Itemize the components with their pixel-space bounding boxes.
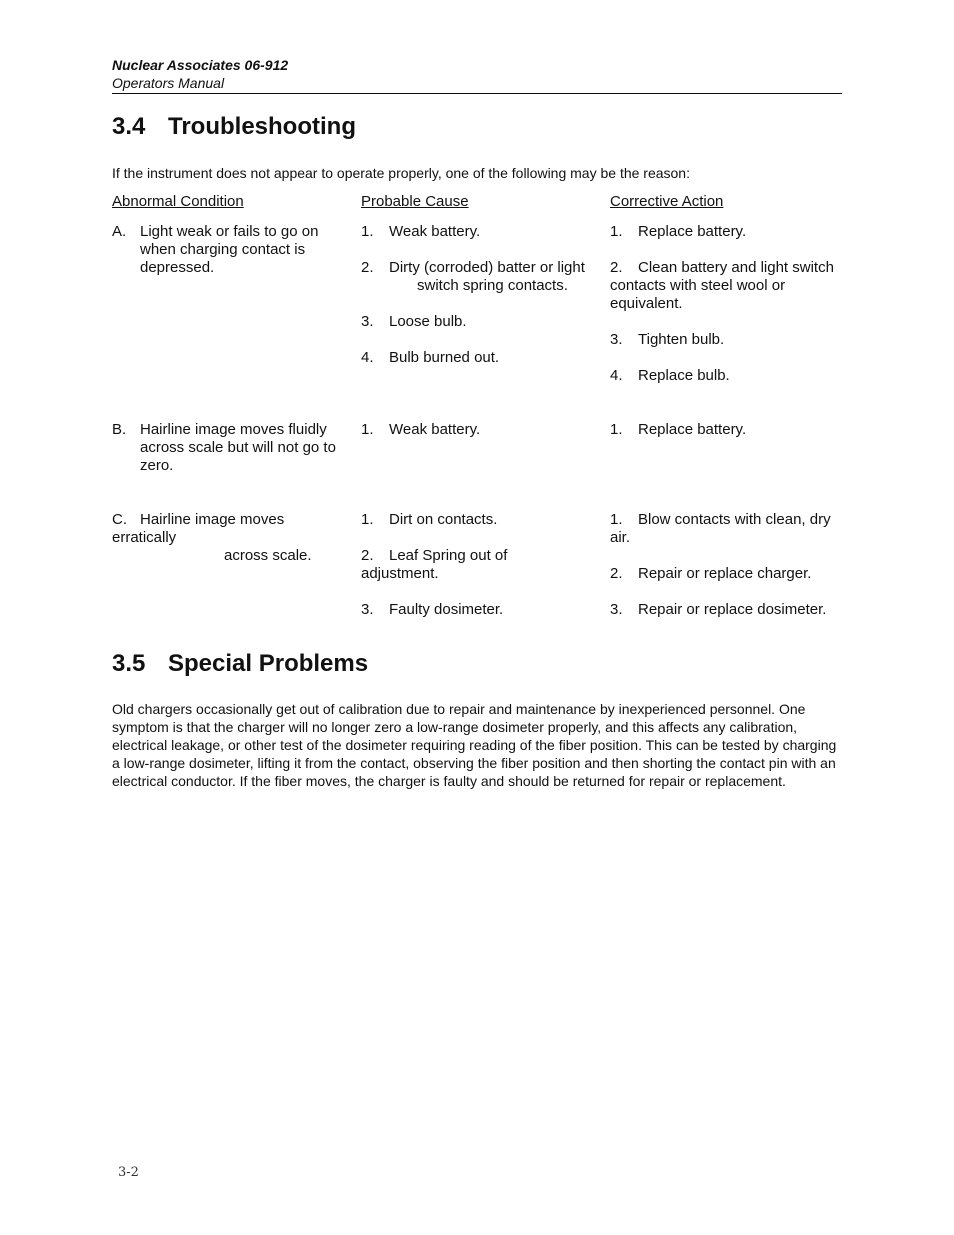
- item-number: 2.: [610, 565, 623, 582]
- item-text: Repair or replace dosimeter.: [638, 601, 827, 618]
- item-number: 4.: [610, 367, 623, 384]
- condition-text: Light weak or fails to go on when charging contact is depressed.: [140, 223, 319, 276]
- condition-text-continued: across scale.: [224, 547, 312, 564]
- item-text: Repair or replace charger.: [638, 565, 812, 582]
- item-number: 1.: [610, 421, 623, 438]
- condition-c: [112, 511, 352, 565]
- cause-b-1: [361, 421, 480, 439]
- item-text: Tighten bulb.: [638, 331, 725, 348]
- item-text-continued: contacts with steel wool or: [610, 277, 786, 294]
- item-number: 2.: [610, 259, 623, 276]
- cause-c-3: [361, 601, 503, 619]
- item-number: 3.: [610, 601, 623, 618]
- section-number: 3.4: [112, 113, 146, 140]
- manual-title: Operators Manual: [112, 75, 225, 91]
- item-number: 4.: [361, 349, 374, 366]
- item-text: Replace battery.: [638, 421, 747, 438]
- condition-letter: A.: [112, 223, 127, 240]
- column-header-cause: Probable Cause: [361, 193, 469, 210]
- action-a-2: [610, 259, 842, 313]
- item-number: 1.: [361, 421, 374, 438]
- column-header-action: Corrective Action: [610, 193, 724, 210]
- item-text-continued: adjustment.: [361, 565, 439, 582]
- item-text: Weak battery.: [389, 421, 481, 438]
- item-text: Faulty dosimeter.: [389, 601, 504, 618]
- action-b-1: [610, 421, 746, 439]
- section-title: Special Problems: [168, 650, 369, 677]
- section-title: Troubleshooting: [168, 113, 356, 140]
- cause-c-2: [361, 547, 507, 583]
- item-number: 3.: [361, 601, 374, 618]
- action-c-2: [610, 565, 811, 583]
- cause-c-1: [361, 511, 497, 529]
- item-text: Replace battery.: [638, 223, 747, 240]
- section-heading-special-problems: [112, 649, 368, 679]
- item-text: Bulb burned out.: [389, 349, 500, 366]
- item-text: Blow contacts with clean, dry: [638, 511, 831, 528]
- item-number: 2.: [361, 547, 374, 564]
- section-heading-troubleshooting: [112, 112, 356, 142]
- item-number: 1.: [610, 223, 623, 240]
- condition-b: [112, 421, 352, 475]
- section-number: 3.5: [112, 650, 146, 677]
- condition-letter: C.: [112, 511, 127, 528]
- item-number: 1.: [361, 511, 374, 528]
- cause-a-1: [361, 223, 480, 241]
- item-number: 3.: [610, 331, 623, 348]
- item-number: 1.: [361, 223, 374, 240]
- item-number: 1.: [610, 511, 623, 528]
- item-text: Replace bulb.: [638, 367, 730, 384]
- condition-text: Hairline image moves erratically: [112, 511, 285, 546]
- action-a-1: [610, 223, 746, 241]
- item-text-continued: switch spring contacts.: [417, 277, 568, 294]
- item-number: 3.: [361, 313, 374, 330]
- condition-letter: B.: [112, 421, 127, 438]
- condition-a: [112, 223, 352, 277]
- intro-text: If the instrument does not appear to operate properly, one of the following may be the reason:: [112, 165, 690, 181]
- item-text: Weak battery.: [389, 223, 481, 240]
- item-text: Dirt on contacts.: [389, 511, 498, 528]
- page-number: 3-2: [118, 1165, 139, 1180]
- item-text: Leaf Spring out of: [389, 547, 508, 564]
- cause-a-2: [361, 259, 591, 295]
- page-header: [112, 56, 842, 94]
- item-text: Clean battery and light switch: [638, 259, 834, 276]
- item-text: Loose bulb.: [389, 313, 467, 330]
- action-c-3: [610, 601, 826, 619]
- action-a-4: [610, 367, 730, 385]
- action-c-1: [610, 511, 831, 547]
- product-name: Nuclear Associates 06-912: [112, 57, 289, 73]
- cause-a-3: [361, 313, 467, 331]
- action-a-3: [610, 331, 724, 349]
- item-number: 2.: [361, 259, 374, 276]
- special-problems-text: Old chargers occasionally get out of calibration due to repair and maintenance by inexperienced personnel. One symptom is that the charger will no longer zero a low-range dosimeter properly, and this affects any calibration, electrical leakage, or other test of the dosimeter requiring reading of the fiber position. This can be tested by charging a low-range dosimeter, lifting it from the contact, observing the fiber position and then shorting the contact pin with an electrical conductor. If the fiber moves, the charger is faulty and should be returned for repair or replacement.: [112, 701, 837, 789]
- item-text-continued: equivalent.: [610, 295, 683, 312]
- item-text: Dirty (corroded) batter or light: [389, 259, 585, 276]
- column-header-condition: Abnormal Condition: [112, 193, 244, 210]
- condition-text: Hairline image moves fluidly across scale but will not go to zero.: [140, 421, 336, 474]
- cause-a-4: [361, 349, 499, 367]
- item-text-continued: air.: [610, 529, 631, 546]
